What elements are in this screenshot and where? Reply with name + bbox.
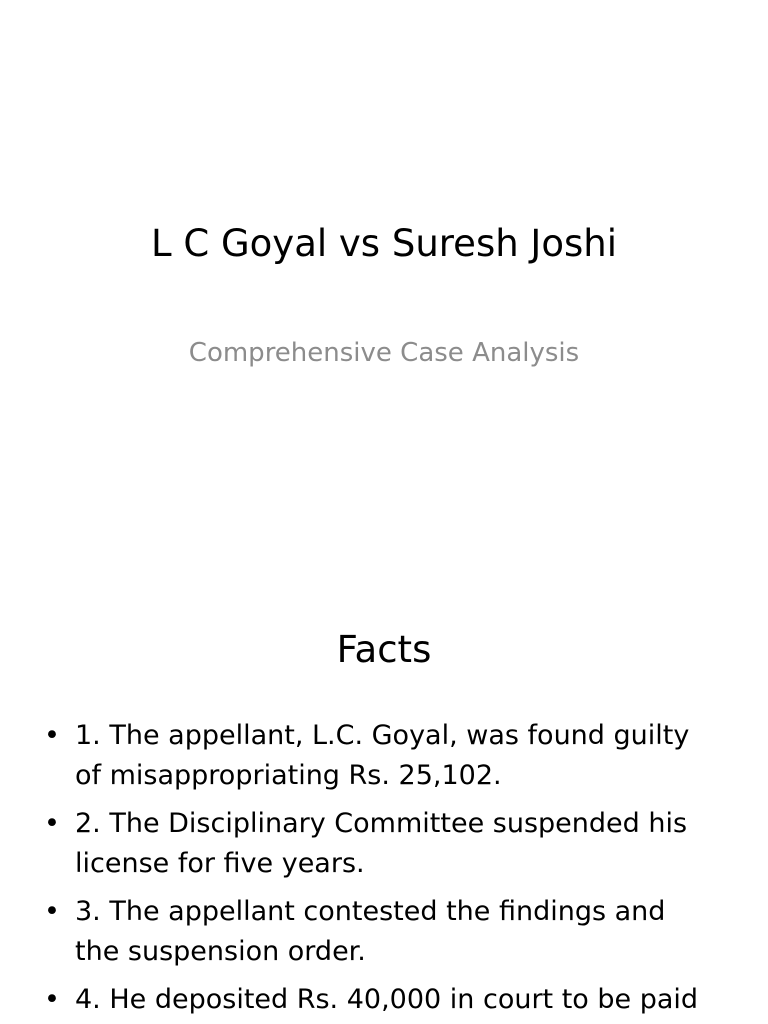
bullet-item [0, 804, 768, 884]
bullet-text: 1. The appellant, L.C. Goyal, was found guilty of misappropriating Rs. 25,102. [75, 720, 690, 791]
bullet-dot-icon: • [44, 984, 60, 1015]
bullet-item [0, 892, 768, 972]
bullet-dot-icon: • [44, 808, 60, 839]
bullet-dot-icon: • [44, 720, 60, 751]
facts-slide [0, 576, 768, 1024]
bullet-item [0, 716, 768, 796]
bullet-dot-icon: • [44, 896, 60, 927]
bullet-text: 2. The Disciplinary Committee suspended his license for five years. [75, 808, 688, 879]
slide-title: L C Goyal vs Suresh Joshi [151, 222, 617, 265]
facts-heading: Facts [336, 628, 432, 671]
facts-bullet-list [0, 716, 768, 1024]
bullet-text: 4. He deposited Rs. 40,000 in court to be paid [75, 984, 699, 1015]
bullet-item [0, 980, 768, 1020]
bullet-text: 3. The appellant contested the findings and the suspension order. [75, 896, 666, 967]
slide-subtitle: Comprehensive Case Analysis [188, 338, 580, 368]
